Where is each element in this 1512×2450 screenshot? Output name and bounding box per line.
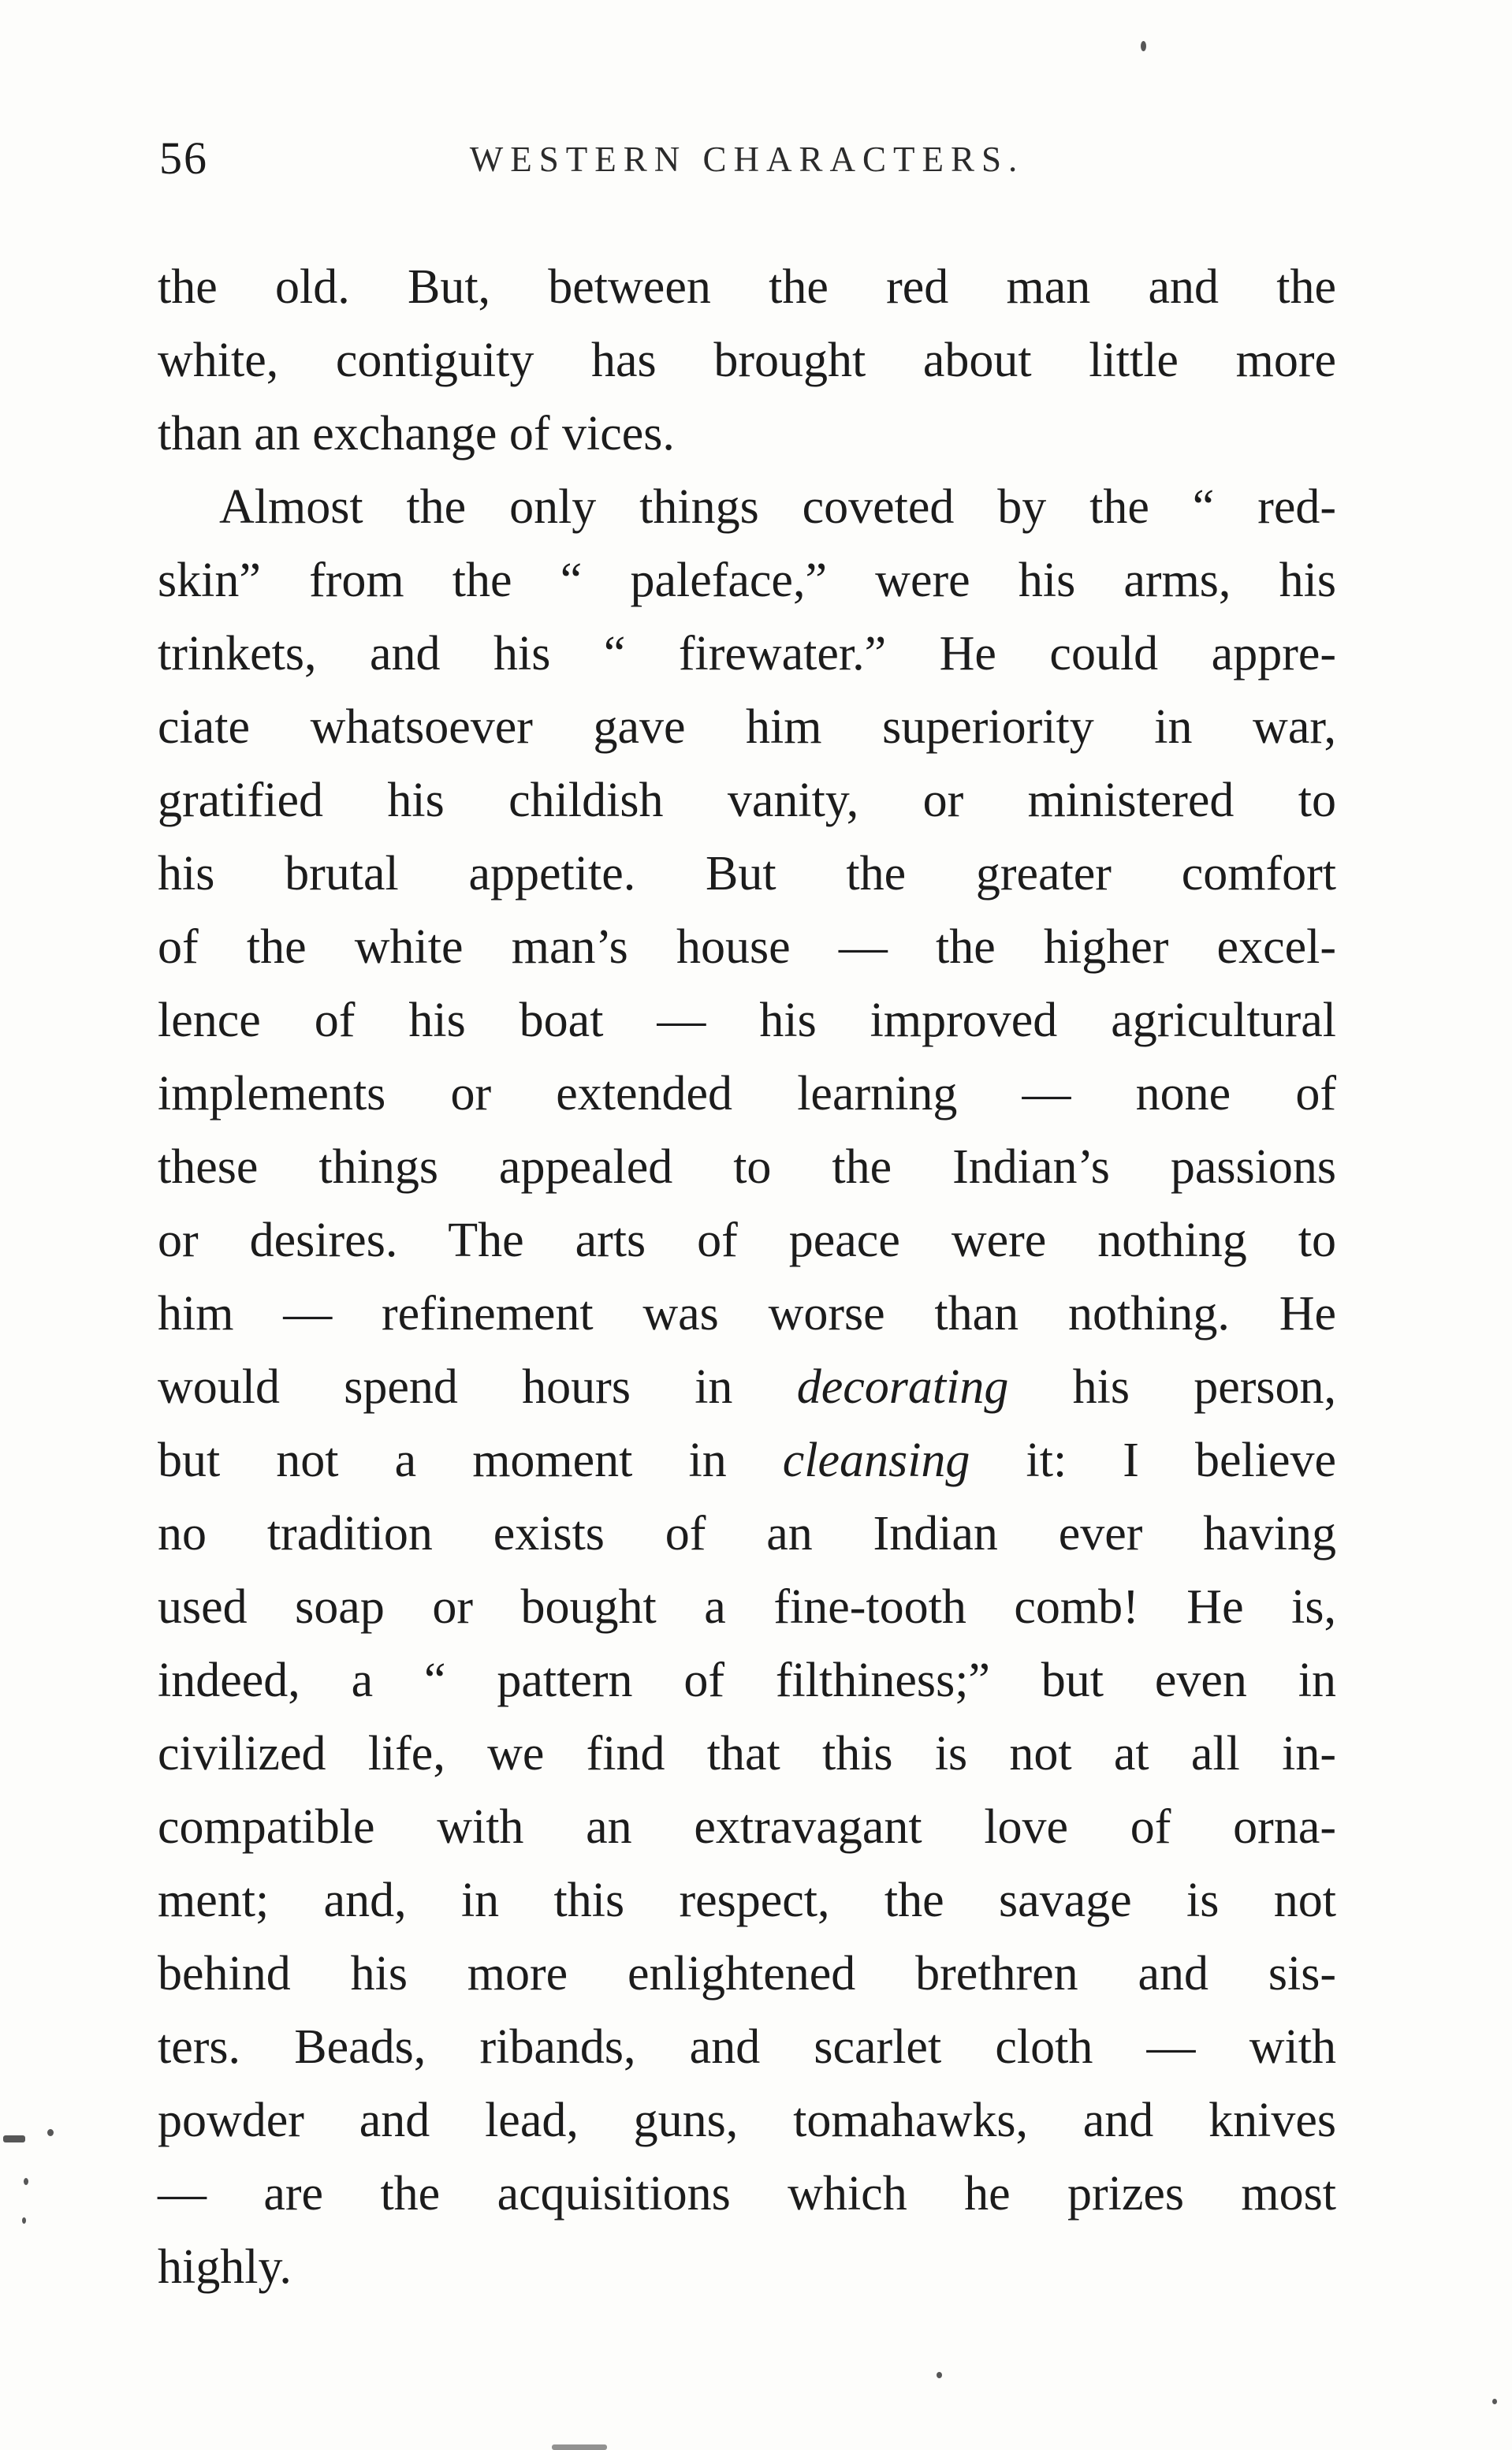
text-line <box>158 764 1336 837</box>
text-segment: him — refinement was worse than nothing. He <box>158 1287 1336 1341</box>
text-line <box>158 1057 1336 1131</box>
text-line <box>158 1277 1336 1351</box>
text-segment: these things appealed to the Indian’s passions <box>158 1140 1336 1194</box>
text-line <box>158 471 1336 544</box>
text-segment: his person, <box>1008 1360 1336 1414</box>
body-text <box>158 251 1336 2304</box>
text-line <box>158 1791 1336 1864</box>
text-line <box>158 2084 1336 2157</box>
italic-word: decorating <box>796 1360 1009 1414</box>
text-line <box>158 2231 1336 2304</box>
text-line <box>158 984 1336 1057</box>
text-line <box>158 2157 1336 2231</box>
text-segment: powder and lead, guns, tomahawks, and knives <box>158 2094 1336 2147</box>
text-line <box>158 2011 1336 2084</box>
text-segment: white, contiguity has brought about little more <box>158 334 1336 387</box>
text-segment: but not a moment in <box>158 1434 783 1487</box>
text-segment: ment; and, in this respect, the savage is not <box>158 1874 1336 1927</box>
scan-artifact <box>552 2444 607 2450</box>
text-segment: gratified his childish vanity, or ministered to <box>158 774 1336 827</box>
text-line <box>158 324 1336 397</box>
text-segment: highly. <box>158 2240 292 2294</box>
text-segment: — are the acquisitions which he prizes most <box>158 2167 1336 2221</box>
text-line <box>158 1717 1336 1791</box>
text-line <box>158 1644 1336 1717</box>
scan-artifact <box>3 2135 25 2142</box>
text-line <box>158 544 1336 617</box>
text-line <box>158 1864 1336 1937</box>
text-line <box>158 1131 1336 1204</box>
text-segment: compatible with an extravagant love of orna- <box>158 1800 1336 1854</box>
text-segment: no tradition exists of an Indian ever having <box>158 1507 1336 1561</box>
text-segment: trinkets, and his “ firewater.” He could appre- <box>158 627 1336 681</box>
scan-artifact <box>24 2178 28 2185</box>
text-segment: used soap or bought a fine-tooth comb! He is, <box>158 1580 1336 1634</box>
text-segment: ters. Beads, ribands, and scarlet cloth — with <box>158 2020 1336 2074</box>
running-header: WESTERN CHARACTERS. <box>469 140 1025 179</box>
scan-artifact <box>937 2372 942 2378</box>
text-line <box>158 1351 1336 1424</box>
text-line <box>158 837 1336 911</box>
text-segment: Almost the only things coveted by the “ red- <box>219 480 1336 534</box>
text-line <box>158 691 1336 764</box>
text-line <box>158 617 1336 691</box>
text-segment: would spend hours in <box>158 1360 797 1414</box>
text-line <box>158 911 1336 984</box>
text-segment: implements or extended learning — none of <box>158 1067 1336 1121</box>
text-line <box>158 251 1336 324</box>
scan-artifact <box>47 2129 54 2136</box>
text-segment: lence of his boat — his improved agricultural <box>158 994 1336 1047</box>
text-segment: or desires. The arts of peace were nothing to <box>158 1214 1336 1267</box>
scan-artifact <box>22 2217 26 2224</box>
text-segment: than an exchange of vices. <box>158 407 675 461</box>
scan-artifact <box>1141 41 1146 51</box>
page-number: 56 <box>159 132 208 184</box>
text-line <box>158 1571 1336 1644</box>
text-segment: civilized life, we find that this is not at all in- <box>158 1727 1336 1781</box>
text-line <box>158 1204 1336 1277</box>
text-line <box>158 1937 1336 2011</box>
text-segment: the old. But, between the red man and the <box>158 260 1336 314</box>
text-segment: his brutal appetite. But the greater comfort <box>158 847 1336 901</box>
text-segment: skin” from the “ paleface,” were his arms, his <box>158 554 1336 607</box>
text-line <box>158 397 1336 471</box>
scan-artifact <box>1492 2399 1497 2404</box>
text-line <box>158 1424 1336 1497</box>
page-header <box>158 126 1336 189</box>
text-segment: of the white man’s house — the higher excel- <box>158 920 1336 974</box>
text-line <box>158 1497 1336 1571</box>
text-segment: ciate whatsoever gave him superiority in war, <box>158 700 1336 754</box>
italic-word: cleansing <box>782 1434 970 1487</box>
text-segment: behind his more enlightened brethren and sis- <box>158 1947 1336 2001</box>
text-segment: indeed, a “ pattern of filthiness;” but even in <box>158 1654 1336 1707</box>
text-segment: it: I believe <box>970 1434 1336 1487</box>
